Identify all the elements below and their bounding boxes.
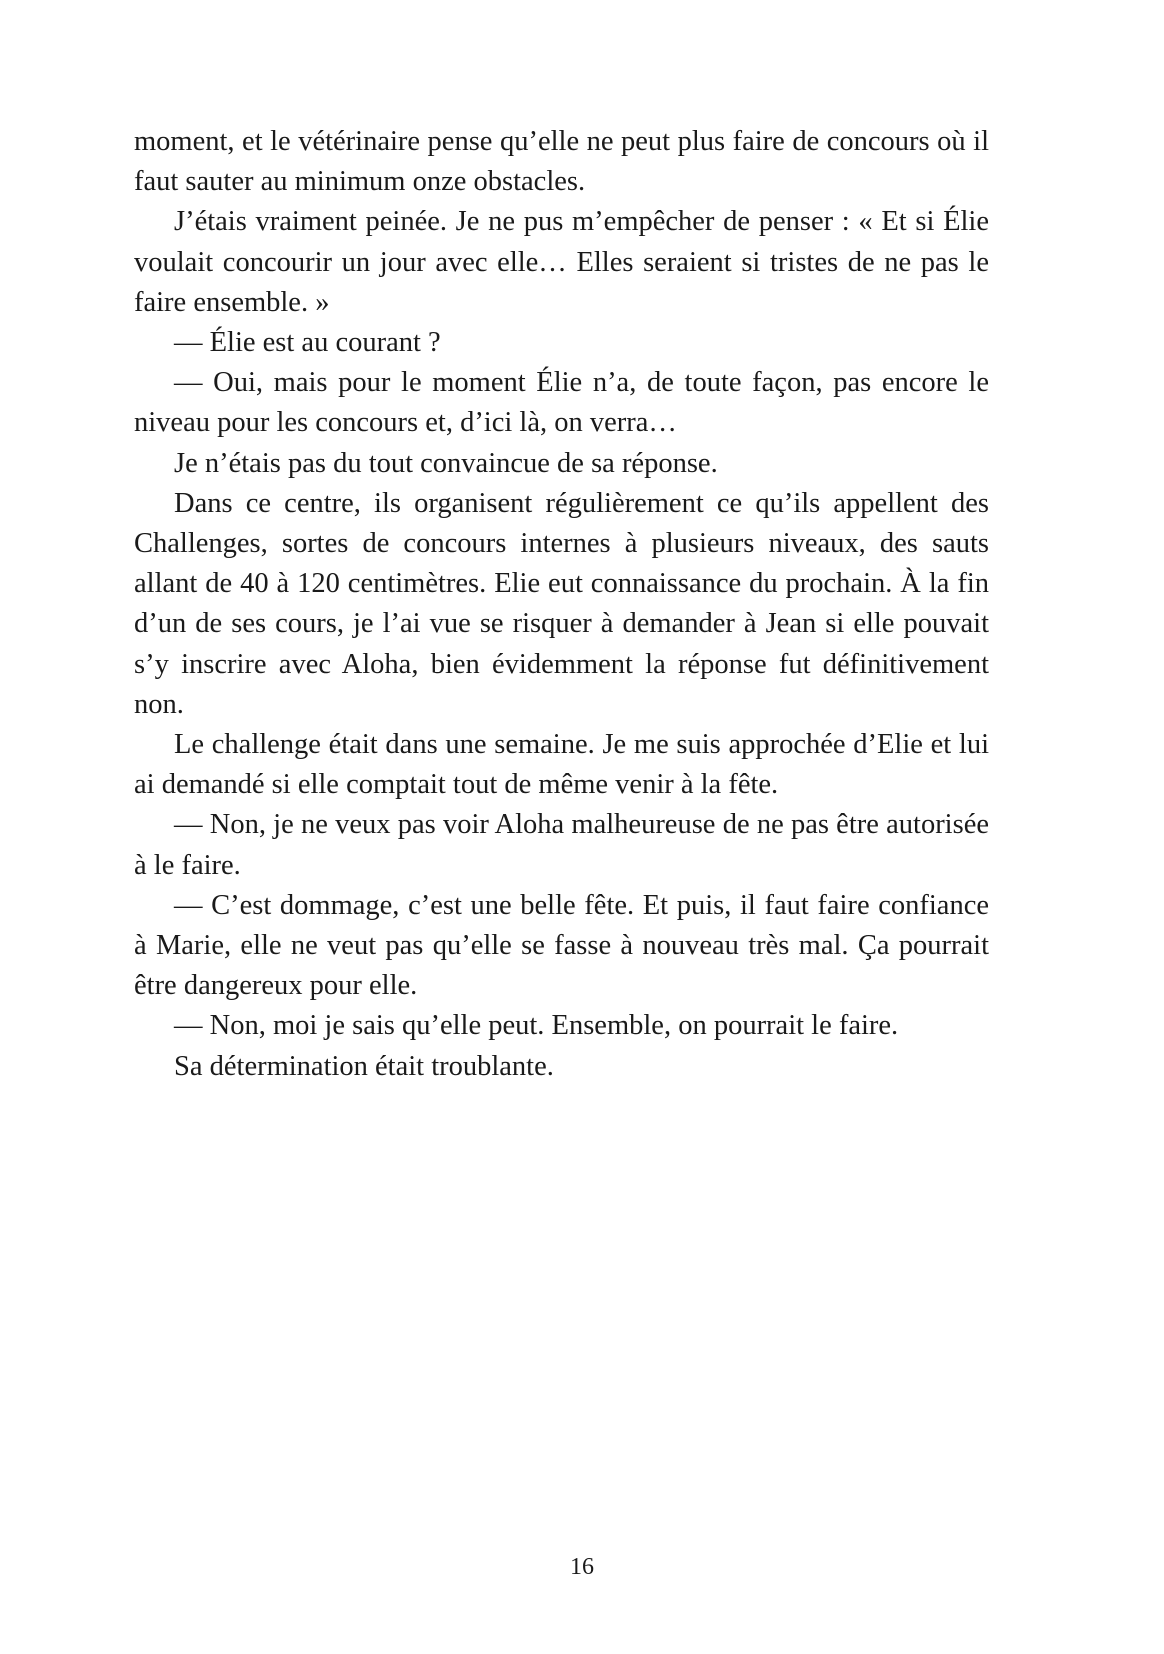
dialogue-line: — Non, moi je sais qu’elle peut. Ensemble, on pourrait le faire. — [174, 1010, 899, 1042]
paragraph: Dans ce centre, ils organisent régulièrement ce qu’ils appellent des Challenges, sortes de concours internes à plusieurs niveaux, des sauts allant de 40 à 120 centimètres. Elie eut connaissance du prochain. À la fin d’un de ses cours, je l’ai vue se risquer à demander à Jean si elle pouvait s’y inscrire avec Aloha, bien évidemment la réponse fut définitivement non. — [134, 487, 989, 720]
dialogue-line: — Élie est au courant ? — [174, 327, 441, 359]
dialogue-line: — Oui, mais pour le moment Élie n’a, de toute façon, pas encore le niveau pour les concours et, d’ici là, on verra… — [134, 367, 989, 439]
page-number: 16 — [570, 1554, 594, 1580]
dialogue-line: — Non, je ne veux pas voir Aloha malheureuse de ne pas être autorisée à le faire. — [134, 809, 989, 881]
paragraph-continuation: moment, et le vétérinaire pense qu’elle ne peut plus faire de concours où il faut sauter au minimum onze obstacles. — [134, 126, 989, 198]
paragraph: Sa détermination était troublante. — [174, 1050, 554, 1082]
body-text — [134, 122, 989, 1087]
paragraph: J’étais vraiment peinée. Je ne pus m’empêcher de penser : « Et si Élie voulait concourir un jour avec elle… Elles seraient si tristes de ne pas le faire ensemble. » — [134, 206, 989, 318]
paragraph: Le challenge était dans une semaine. Je me suis approchée d’Elie et lui ai demandé si elle comptait tout de même venir à la fête. — [134, 729, 989, 801]
paragraph: Je n’étais pas du tout convaincue de sa réponse. — [174, 447, 718, 479]
dialogue-line: — C’est dommage, c’est une belle fête. Et puis, il faut faire confiance à Marie, elle ne veut pas qu’elle se fasse à nouveau très mal. Ça pourrait être dangereux pour elle. — [134, 889, 989, 1002]
